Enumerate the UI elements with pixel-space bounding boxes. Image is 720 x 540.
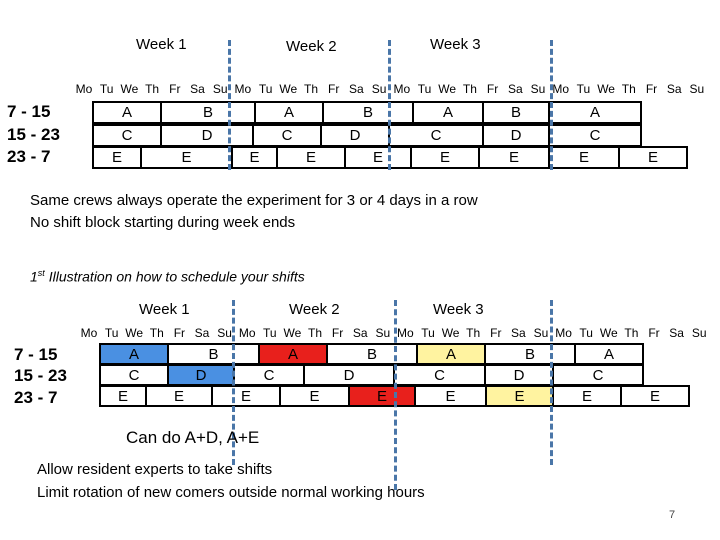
shift-cell: D (167, 364, 235, 386)
day-label: We (597, 82, 615, 96)
shift-cell: E (618, 146, 688, 169)
day-label: Mo (80, 326, 98, 340)
shift-cell: A (258, 343, 328, 365)
row-label: 23 - 7 (7, 147, 51, 166)
day-label: We (599, 326, 618, 340)
shift-cell: E (211, 385, 281, 407)
note-line: Limit rotation of new comers outside normal working hours (37, 484, 425, 501)
shift-cell: C (252, 124, 322, 147)
day-label: Th (145, 82, 160, 96)
shift-cell: E (348, 385, 416, 407)
row-label: 15 - 23 (14, 366, 67, 385)
shift-cell: A (548, 101, 642, 124)
day-label: Mo (393, 82, 411, 96)
shift-cell: B (160, 101, 256, 124)
shift-cell: B (484, 343, 576, 365)
day-label: Sa (190, 82, 205, 96)
shift-cell: E (620, 385, 690, 407)
day-label: Su (217, 326, 232, 340)
shift-cell: B (482, 101, 550, 124)
week-label: Week 1 (136, 36, 187, 53)
shift-cell: C (233, 364, 305, 386)
note-line: No shift block starting during week ends (30, 214, 296, 231)
shift-cell: C (393, 364, 486, 386)
day-label: Tu (417, 82, 432, 96)
row-label: 7 - 15 (7, 102, 51, 121)
shift-cell: A (254, 101, 324, 124)
week-label: Week 3 (433, 301, 484, 318)
day-label: Tu (99, 82, 114, 96)
day-label: Fr (486, 82, 499, 96)
shift-cell: E (344, 146, 412, 169)
shift-cell: E (478, 146, 550, 169)
day-label: Mo (397, 326, 414, 340)
week-label: Week 2 (286, 38, 337, 55)
day-label: Fr (328, 82, 340, 96)
day-label: We (441, 326, 460, 340)
shift-cell: E (548, 146, 620, 169)
shift-cell: C (552, 364, 644, 386)
shift-cell: E (485, 385, 554, 407)
shift-cell: E (231, 146, 278, 169)
day-label: Mo (555, 326, 572, 340)
day-label: Fr (490, 326, 502, 340)
shift-cell: D (320, 124, 390, 147)
shift-cell: E (279, 385, 350, 407)
day-label: We (283, 326, 302, 340)
day-label: Su (375, 326, 391, 340)
week-label: Week 1 (139, 301, 190, 318)
note-line: Allow resident experts to take shifts (37, 461, 273, 478)
day-label: Sa (507, 82, 523, 96)
shift-cell: E (276, 146, 346, 169)
day-label: Tu (263, 326, 277, 340)
row-label: 7 - 15 (14, 345, 58, 364)
day-label: Su (689, 82, 705, 96)
shift-cell: C (388, 124, 484, 147)
day-label: Tu (579, 326, 593, 340)
shift-cell: E (99, 385, 147, 407)
day-label: Fr (173, 326, 186, 340)
week-separator (550, 300, 553, 465)
day-label: Sa (349, 82, 364, 96)
day-label: Mo (75, 82, 93, 96)
day-label: Fr (169, 82, 181, 96)
week-label: Week 3 (430, 36, 481, 53)
day-label: Tu (258, 82, 273, 96)
day-label: Fr (648, 326, 660, 340)
shift-cell: D (484, 364, 554, 386)
shift-cell: C (92, 124, 162, 147)
day-label: Th (149, 326, 164, 340)
shift-cell: D (160, 124, 254, 147)
row-label: 15 - 23 (7, 125, 60, 144)
day-label: Th (307, 326, 322, 340)
week-separator (550, 40, 553, 170)
shift-cell: C (548, 124, 642, 147)
row-label: 23 - 7 (14, 388, 58, 407)
day-label: Sa (352, 326, 368, 340)
day-label: Th (466, 326, 481, 340)
day-label: Su (371, 82, 387, 96)
day-label: Su (530, 82, 546, 96)
formula-text: Can do A+D, A+E (126, 428, 260, 447)
day-label: Sa (669, 326, 684, 340)
day-label: Tu (576, 82, 591, 96)
shift-cell: D (482, 124, 550, 147)
shift-cell: E (140, 146, 233, 169)
week-label: Week 2 (289, 301, 340, 318)
day-label: Mo (552, 82, 570, 96)
day-label: Th (621, 82, 636, 96)
day-label: We (279, 82, 298, 96)
shift-cell: A (92, 101, 162, 124)
page-number: 7 (669, 509, 676, 521)
shift-cell: E (145, 385, 213, 407)
shift-cell: A (99, 343, 169, 365)
day-label: Tu (104, 326, 119, 340)
day-label: Th (303, 82, 318, 96)
shift-cell: D (303, 364, 395, 386)
day-label: We (120, 82, 139, 96)
shift-cell: B (326, 343, 418, 365)
shift-cell: E (552, 385, 622, 407)
shift-cell: E (92, 146, 142, 169)
shift-cell: E (414, 385, 487, 407)
day-label: Sa (194, 326, 210, 340)
week-separator (388, 40, 391, 170)
day-label: Fr (331, 326, 344, 340)
shift-cell: C (99, 364, 169, 386)
day-label: Mo (234, 82, 252, 96)
day-label: Su (533, 326, 549, 340)
day-label: Fr (645, 82, 658, 96)
note-line: Same crews always operate the experiment for 3 or 4 days in a row (30, 192, 478, 209)
illustration-title: 1st Illustration on how to schedule your shifts (30, 268, 305, 285)
day-label: Sa (511, 326, 526, 340)
day-label: Su (691, 326, 707, 340)
day-label: We (438, 82, 457, 96)
day-label: Mo (238, 326, 256, 340)
day-label: Su (212, 82, 228, 96)
shift-cell: B (322, 101, 414, 124)
week-separator (394, 300, 397, 490)
day-label: Sa (666, 82, 682, 96)
shift-cell: A (416, 343, 486, 365)
shift-cell: B (167, 343, 260, 365)
day-label: Th (462, 82, 477, 96)
shift-cell: E (410, 146, 480, 169)
day-label: Th (624, 326, 639, 340)
day-label: Tu (421, 326, 435, 340)
day-label: We (125, 326, 144, 340)
shift-cell: A (574, 343, 644, 365)
week-separator (228, 40, 231, 170)
shift-cell: A (412, 101, 484, 124)
